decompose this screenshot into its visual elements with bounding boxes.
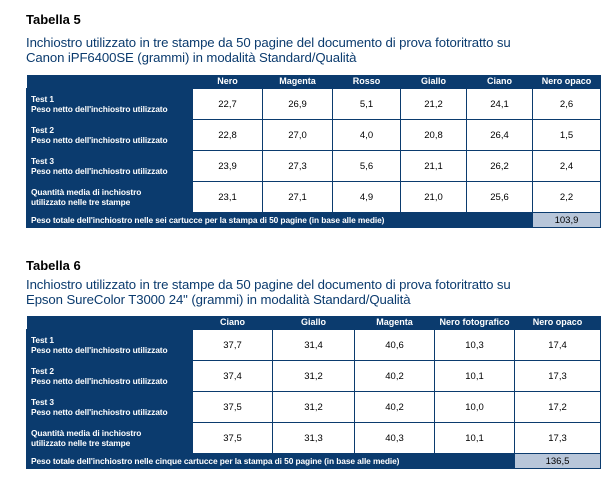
row-label: Test 1 Peso netto dell'inchiostro utilizzato: [27, 330, 193, 361]
table-row: [27, 330, 601, 361]
table5-header-blank: [27, 75, 193, 89]
table6-total-row: [27, 454, 601, 469]
table-cell: 5,1: [333, 89, 401, 120]
table-row: [27, 151, 601, 182]
table-cell: 40,6: [355, 330, 435, 361]
table6-label: Tabella 6: [26, 258, 81, 273]
table-cell: 40,2: [355, 392, 435, 423]
table6-title-line2: Epson SureColor T3000 24" (grammi) in modalità Standard/Qualità: [26, 291, 411, 307]
table5-header-row: [27, 75, 601, 89]
table5-section: [26, 12, 600, 226]
table6-title-line1: Inchiostro utilizzato in tre stampe da 50 pagine del documento di prova fotoritratto su: [26, 277, 511, 292]
table-cell: 31,4: [273, 330, 355, 361]
table-cell: 17,3: [515, 361, 601, 392]
table-cell: 17,4: [515, 330, 601, 361]
table6-grid: [26, 316, 601, 469]
table-cell: 31,2: [273, 361, 355, 392]
table-cell: 21,2: [401, 89, 467, 120]
table6-header-blank: [27, 316, 193, 330]
table-cell: 10,1: [435, 423, 515, 454]
table5-col-header: Nero: [193, 75, 263, 89]
table-cell: 23,9: [193, 151, 263, 182]
table6-col-header: Ciano: [193, 316, 273, 330]
table-cell: 26,9: [263, 89, 333, 120]
table5-title-line1: Inchiostro utilizzato in tre stampe da 50 pagine del documento di prova fotoritratto su: [26, 35, 511, 50]
table-row: [27, 120, 601, 151]
total-value: 103,9: [533, 213, 601, 228]
table-cell: 27,3: [263, 151, 333, 182]
table-cell: 4,9: [333, 182, 401, 213]
table-cell: 26,2: [467, 151, 533, 182]
table-cell: 2,6: [533, 89, 601, 120]
table-cell: 24,1: [467, 89, 533, 120]
table6-header-row: [27, 316, 601, 330]
table-cell: 1,5: [533, 120, 601, 151]
table-cell: 2,4: [533, 151, 601, 182]
table5-title-line2: Canon iPF6400SE (grammi) in modalità Standard/Qualità: [26, 49, 357, 65]
table5-col-header: Giallo: [401, 75, 467, 89]
table-cell: 20,8: [401, 120, 467, 151]
row-label: Test 2 Peso netto dell'inchiostro utilizzato: [27, 120, 193, 151]
table-cell: 37,4: [193, 361, 273, 392]
table6-col-header: Giallo: [273, 316, 355, 330]
table-cell: 27,1: [263, 182, 333, 213]
row-label: Test 3 Peso netto dell'inchiostro utilizzato: [27, 392, 193, 423]
table-cell: 37,7: [193, 330, 273, 361]
table-cell: 31,3: [273, 423, 355, 454]
table5-col-header: Ciano: [467, 75, 533, 89]
table-cell: 2,2: [533, 182, 601, 213]
table-cell: 17,2: [515, 392, 601, 423]
table-cell: 17,3: [515, 423, 601, 454]
table-cell: 27,0: [263, 120, 333, 151]
table-cell: 23,1: [193, 182, 263, 213]
row-label: Test 2 Peso netto dell'inchiostro utilizzato: [27, 361, 193, 392]
table-cell: 10,3: [435, 330, 515, 361]
table-cell: 40,3: [355, 423, 435, 454]
total-label: Peso totale dell'inchiostro nelle sei cartucce per la stampa di 50 pagine (in base alle medie): [27, 213, 533, 228]
table-row: [27, 89, 601, 120]
table-cell: 40,2: [355, 361, 435, 392]
total-value: 136,5: [515, 454, 601, 469]
table6-col-header: Nero fotografico: [435, 316, 515, 330]
table-cell: 22,8: [193, 120, 263, 151]
table-cell: 26,4: [467, 120, 533, 151]
table-cell: 10,1: [435, 361, 515, 392]
table-row: [27, 361, 601, 392]
table-cell: 21,1: [401, 151, 467, 182]
table-cell: 10,0: [435, 392, 515, 423]
table6-col-header: Nero opaco: [515, 316, 601, 330]
table5-col-header: Rosso: [333, 75, 401, 89]
table-row: [27, 392, 601, 423]
total-label: Peso totale dell'inchiostro nelle cinque cartucce per la stampa di 50 pagine (in base alle medie): [27, 454, 515, 469]
table6-col-header: Magenta: [355, 316, 435, 330]
table-cell: 4,0: [333, 120, 401, 151]
table-row: [27, 423, 601, 454]
table-cell: 37,5: [193, 423, 273, 454]
table5-col-header: Nero opaco: [533, 75, 601, 89]
row-label: Quantità media di inchiostro utilizzato nelle tre stampe: [27, 182, 193, 213]
table-cell: 22,7: [193, 89, 263, 120]
table-cell: 5,6: [333, 151, 401, 182]
table5-col-header: Magenta: [263, 75, 333, 89]
table-cell: 21,0: [401, 182, 467, 213]
table-row: [27, 182, 601, 213]
table5-grid: [26, 75, 601, 228]
table-cell: 31,2: [273, 392, 355, 423]
table-cell: 25,6: [467, 182, 533, 213]
table5-label: Tabella 5: [26, 12, 81, 27]
row-label: Test 1 Peso netto dell'inchiostro utilizzato: [27, 89, 193, 120]
table5-total-row: [27, 213, 601, 228]
row-label: Quantità media di inchiostro utilizzato nelle tre stampe: [27, 423, 193, 454]
table6-section: [26, 258, 600, 467]
table-cell: 37,5: [193, 392, 273, 423]
row-label: Test 3 Peso netto dell'inchiostro utilizzato: [27, 151, 193, 182]
